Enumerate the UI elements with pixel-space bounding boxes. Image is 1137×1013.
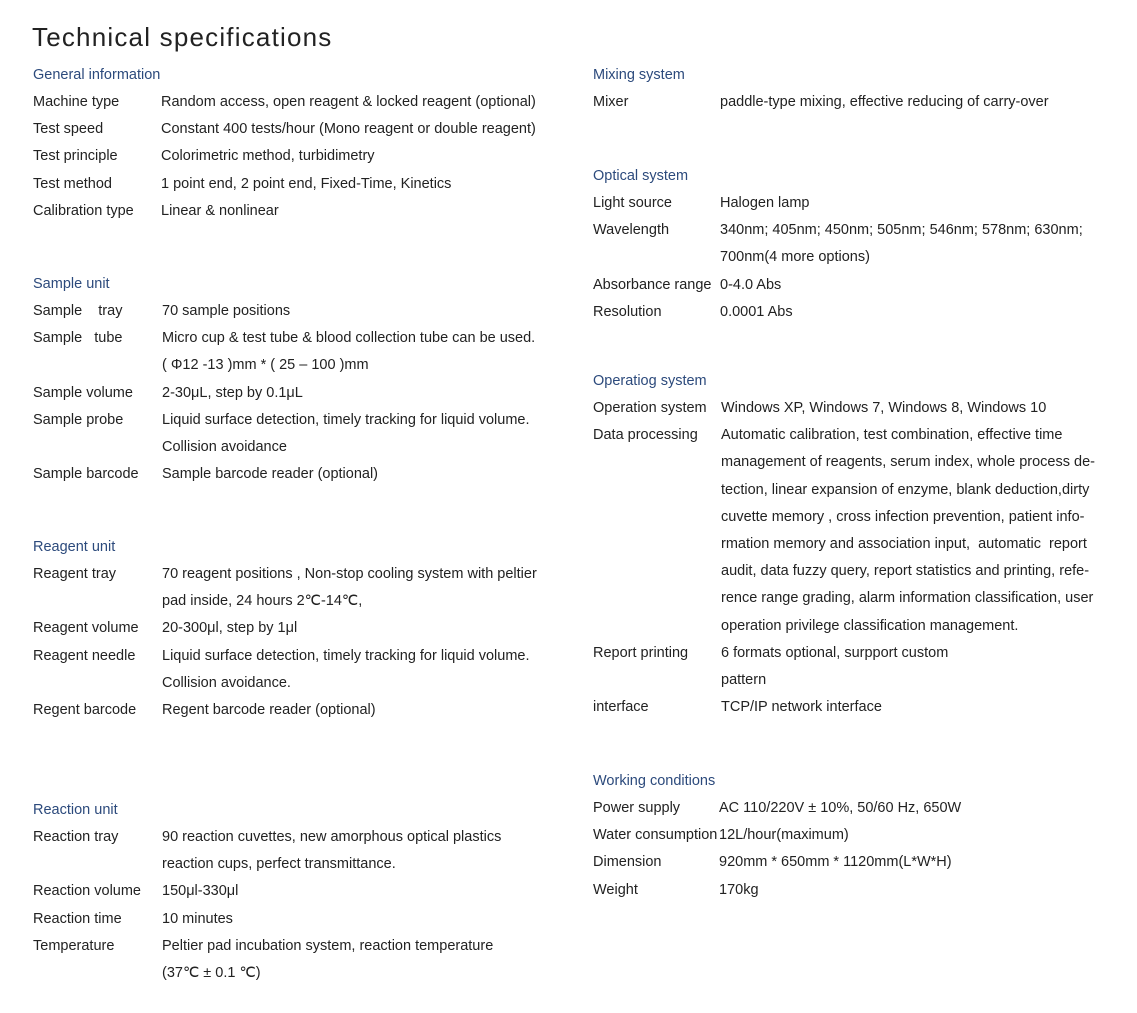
spec-label: Sample probe — [33, 411, 124, 428]
section-reaction — [33, 797, 553, 987]
spec-row — [593, 422, 1113, 640]
spec-row — [593, 89, 1113, 116]
spec-value — [162, 697, 553, 724]
spec-label: Reaction tray — [33, 829, 119, 845]
spec-value-line: Constant 400 tests/hour (Mono reagent or double reagent) — [161, 121, 536, 138]
spec-value — [719, 877, 1113, 904]
spec-value — [719, 822, 1113, 849]
spec-row — [33, 878, 553, 905]
spec-value-line: 70 sample positions — [162, 303, 291, 319]
spec-label: Sample tube — [33, 330, 123, 347]
section-working — [593, 768, 1113, 904]
spec-row — [593, 217, 1113, 271]
section-sample — [33, 271, 553, 488]
spec-value-line: (37℃ ± 0.1 ℃) — [162, 965, 261, 982]
spec-value — [719, 849, 1113, 876]
spec-value-line: management of reagents, serum index, whole process de- — [721, 454, 1095, 471]
spec-label: Machine type — [33, 94, 120, 110]
spec-label: Test speed — [33, 121, 104, 138]
section-title: Operatiog system — [593, 373, 707, 389]
section-title: Sample unit — [33, 276, 110, 292]
spec-value — [162, 906, 553, 933]
section-title: Working conditions — [593, 773, 716, 789]
spec-row — [593, 395, 1113, 422]
spec-value — [161, 89, 553, 116]
spec-row — [33, 89, 553, 116]
spec-value-line: Liquid surface detection, timely tracking for liquid volume. — [162, 411, 530, 428]
spec-value-line: reaction cups, perfect transmittance. — [162, 856, 396, 873]
spec-label: Regent barcode — [33, 702, 137, 719]
spec-row — [33, 461, 553, 488]
spec-value-line: 340nm; 405nm; 450nm; 505nm; 546nm; 578nm; 630nm; — [720, 222, 1083, 239]
spec-value — [720, 217, 1113, 271]
spec-value-line: 0-4.0 Abs — [720, 276, 782, 293]
spec-value — [721, 640, 1113, 694]
spec-value — [720, 272, 1113, 299]
spec-value — [720, 190, 1113, 217]
spec-value-line: Regent barcode reader (optional) — [162, 702, 376, 719]
spec-value — [161, 143, 553, 170]
spec-value — [721, 694, 1113, 721]
spec-value — [721, 422, 1113, 640]
section-general — [33, 62, 553, 225]
spec-value-line: pad inside, 24 hours 2℃-14℃, — [162, 593, 363, 610]
spec-label: Power supply — [593, 800, 681, 816]
spec-value — [162, 615, 553, 642]
spec-value — [162, 461, 553, 488]
spec-label: Reagent needle — [33, 647, 136, 664]
spec-label: Test principle — [33, 148, 118, 165]
spec-value — [720, 89, 1113, 116]
spec-row — [33, 325, 553, 379]
spec-row — [33, 407, 553, 461]
spec-value-line: Random access, open reagent & locked reagent (optional) — [161, 94, 536, 110]
section-operating — [593, 368, 1113, 721]
section-optical — [593, 163, 1113, 326]
spec-label: Water consumption — [593, 827, 718, 844]
spec-row — [33, 380, 553, 407]
spec-value-line: 170kg — [719, 881, 759, 898]
spec-value-line: 20-300μl, step by 1μl — [162, 620, 298, 637]
spec-value — [161, 171, 553, 198]
spec-value-line: AC 110/220V ± 10%, 50/60 Hz, 650W — [719, 800, 962, 816]
spec-row — [593, 849, 1113, 876]
spec-label: Sample barcode — [33, 466, 139, 483]
spec-value-line: 2-30μL, step by 0.1μL — [162, 384, 303, 401]
spec-value-line: Linear & nonlinear — [161, 202, 279, 219]
spec-value — [162, 933, 553, 987]
spec-row — [33, 906, 553, 933]
spec-value-line: Collision avoidance — [162, 439, 287, 456]
spec-label: Operation system — [593, 400, 707, 416]
spec-label: Dimension — [593, 854, 662, 871]
spec-row — [593, 190, 1113, 217]
spec-value-line: ( Φ12 -13 )mm * ( 25 – 100 )mm — [162, 357, 369, 374]
spec-value — [720, 299, 1113, 326]
spec-value-line: 0.0001 Abs — [720, 303, 793, 320]
section-title: Mixing system — [593, 67, 685, 83]
spec-value-line: cuvette memory , cross infection prevention, patient info- — [721, 508, 1085, 525]
page-title: Technical specifications — [32, 22, 333, 52]
spec-value-line: rence range grading, alarm information classification, user — [721, 590, 1094, 607]
spec-value-line: tection, linear expansion of enzyme, blank deduction,dirty — [721, 481, 1090, 498]
spec-row — [33, 697, 553, 724]
spec-value-line: paddle-type mixing, effective reducing of carry-over — [720, 94, 1049, 110]
spec-label: Sample volume — [33, 384, 133, 401]
spec-value-line: rmation memory and association input, automatic report — [721, 536, 1087, 553]
spec-value-line: 920mm * 650mm * 1120mm(L*W*H) — [719, 854, 952, 871]
spec-row — [33, 643, 553, 697]
spec-row — [593, 877, 1113, 904]
spec-row — [593, 299, 1113, 326]
spec-value-line: Peltier pad incubation system, reaction temperature — [162, 937, 494, 954]
spec-label: Calibration type — [33, 202, 134, 219]
spec-value-line: operation privilege classification management. — [721, 617, 1019, 634]
spec-value-line: Halogen lamp — [720, 195, 810, 211]
section-title: Reagent unit — [33, 539, 116, 555]
spec-label: Absorbance range — [593, 276, 712, 293]
spec-label: Reaction time — [33, 910, 122, 927]
spec-value-line: Automatic calibration, test combination, effective time — [721, 427, 1063, 444]
spec-value — [162, 407, 553, 461]
spec-value — [162, 380, 553, 407]
spec-row — [33, 561, 553, 615]
spec-label: Report printing — [593, 644, 689, 661]
spec-label: Test method — [33, 175, 112, 192]
spec-value — [161, 198, 553, 225]
spec-value-line: Windows XP, Windows 7, Windows 8, Windows 10 — [721, 400, 1047, 416]
spec-row — [593, 640, 1113, 694]
spec-value-line: 6 formats optional, surpport custom — [721, 644, 949, 661]
spec-value — [162, 643, 553, 697]
spec-value — [161, 116, 553, 143]
spec-value-line: Colorimetric method, turbidimetry — [161, 148, 375, 165]
spec-label: Sample tray — [33, 303, 123, 319]
spec-value-line: 700nm(4 more options) — [720, 249, 870, 266]
section-title: General information — [33, 67, 161, 83]
spec-row — [33, 171, 553, 198]
spec-value-line: TCP/IP network interface — [721, 699, 882, 716]
section-title: Optical system — [593, 168, 689, 184]
spec-row — [593, 795, 1113, 822]
spec-value-line: 12L/hour(maximum) — [719, 827, 849, 844]
spec-value-line: 1 point end, 2 point end, Fixed-Time, Kinetics — [161, 175, 452, 192]
spec-value — [162, 325, 553, 379]
spec-value-line: Sample barcode reader (optional) — [162, 466, 379, 483]
spec-row — [593, 694, 1113, 721]
spec-value-line: 90 reaction cuvettes, new amorphous optical plastics — [162, 829, 502, 845]
spec-row — [33, 198, 553, 225]
spec-row — [593, 822, 1113, 849]
spec-value — [162, 824, 553, 878]
spec-row — [593, 272, 1113, 299]
spec-value — [162, 561, 553, 615]
spec-label: Temperature — [33, 937, 115, 954]
spec-label: Mixer — [593, 94, 629, 110]
spec-value-line: Collision avoidance. — [162, 674, 291, 691]
spec-value — [162, 298, 553, 325]
spec-label: Weight — [593, 881, 638, 898]
spec-label: Resolution — [593, 303, 662, 320]
spec-value-line: pattern — [721, 672, 767, 689]
spec-value-line: 70 reagent positions , Non-stop cooling system with peltier — [162, 566, 537, 582]
section-title: Reaction unit — [33, 802, 118, 818]
spec-label: interface — [593, 699, 649, 716]
spec-row — [33, 933, 553, 987]
spec-label: Reaction volume — [33, 883, 141, 900]
spec-value-line: Liquid surface detection, timely tracking for liquid volume. — [162, 647, 530, 664]
spec-row — [33, 615, 553, 642]
spec-label: Light source — [593, 195, 672, 211]
section-reagent — [33, 534, 553, 724]
spec-value-line: Micro cup & test tube & blood collection tube can be used. — [162, 330, 536, 347]
spec-label: Reagent tray — [33, 566, 117, 582]
spec-row — [33, 824, 553, 878]
spec-value-line: 10 minutes — [162, 910, 233, 927]
spec-row — [33, 143, 553, 170]
spec-row — [33, 298, 553, 325]
spec-value — [719, 795, 1113, 822]
spec-label: Reagent volume — [33, 620, 139, 637]
spec-value-line: audit, data fuzzy query, report statistics and printing, refe- — [721, 563, 1090, 580]
spec-row — [33, 116, 553, 143]
spec-value — [721, 395, 1113, 422]
spec-label: Wavelength — [593, 222, 670, 239]
spec-value — [162, 878, 553, 905]
spec-value-line: 150μl-330μl — [162, 883, 239, 900]
section-mixing — [593, 62, 1113, 116]
spec-label: Data processing — [593, 427, 698, 444]
